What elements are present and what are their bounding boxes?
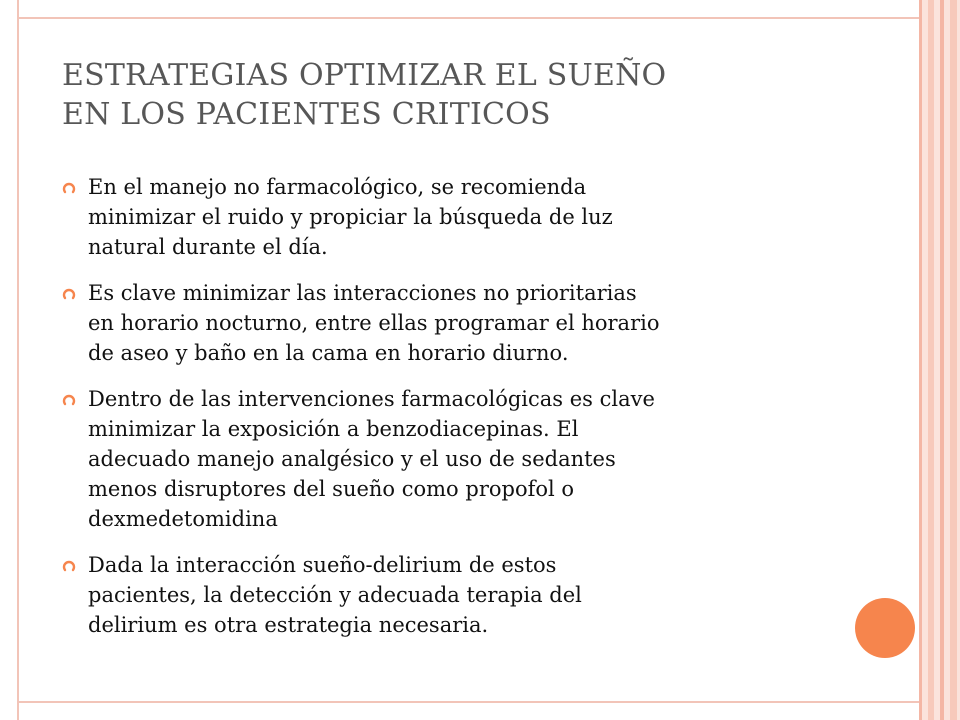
bullet-text-line: minimizar la exposición a benzodiacepinas. El bbox=[88, 417, 579, 441]
slide-title bbox=[62, 56, 882, 134]
right-stripe bbox=[919, 0, 922, 720]
right-stripe bbox=[940, 0, 944, 720]
slide-title-line: EN LOS PACIENTES CRITICOS bbox=[62, 97, 551, 132]
bullet-item bbox=[62, 278, 862, 368]
right-stripe bbox=[928, 0, 934, 720]
bullet-list bbox=[62, 172, 862, 656]
bullet-text-line: Dada la interacción sueño-delirium de estos bbox=[88, 553, 557, 577]
bullet-item bbox=[62, 172, 862, 262]
bullet-ring-icon bbox=[62, 393, 76, 407]
bullet-text-line: pacientes, la detección y adecuada terapia del bbox=[88, 583, 582, 607]
bullet-item bbox=[62, 384, 862, 534]
bullet-text-line: menos disruptores del sueño como propofol o bbox=[88, 477, 575, 501]
bullet-ring-icon bbox=[62, 559, 76, 573]
bullet-text-line: natural durante el día. bbox=[88, 235, 328, 259]
slide-title-line: ESTRATEGIAS OPTIMIZAR EL SUEÑO bbox=[62, 58, 667, 93]
right-stripe bbox=[950, 0, 957, 720]
bullet-text-line: Es clave minimizar las interacciones no prioritarias bbox=[88, 281, 637, 305]
frame-left-line bbox=[17, 0, 19, 720]
bullet-ring-icon bbox=[62, 287, 76, 301]
bullet-text-line: de aseo y baño en la cama en horario diurno. bbox=[88, 341, 569, 365]
bullet-text-line: Dentro de las intervenciones farmacológicas es clave bbox=[88, 387, 655, 411]
bullet-text-line: minimizar el ruido y propiciar la búsqueda de luz bbox=[88, 205, 613, 229]
frame-top-line bbox=[17, 17, 919, 19]
frame-bottom-line bbox=[17, 701, 919, 703]
bullet-item bbox=[62, 550, 862, 640]
bullet-text-line: dexmedetomidina bbox=[88, 507, 278, 531]
orange-circle-decoration bbox=[855, 598, 915, 658]
bullet-ring-icon bbox=[62, 181, 76, 195]
bullet-text-line: en horario nocturno, entre ellas programar el horario bbox=[88, 311, 660, 335]
bullet-text-line: delirium es otra estrategia necesaria. bbox=[88, 613, 489, 637]
bullet-text-line: En el manejo no farmacológico, se recomienda bbox=[88, 175, 587, 199]
bullet-text-line: adecuado manejo analgésico y el uso de sedantes bbox=[88, 447, 616, 471]
